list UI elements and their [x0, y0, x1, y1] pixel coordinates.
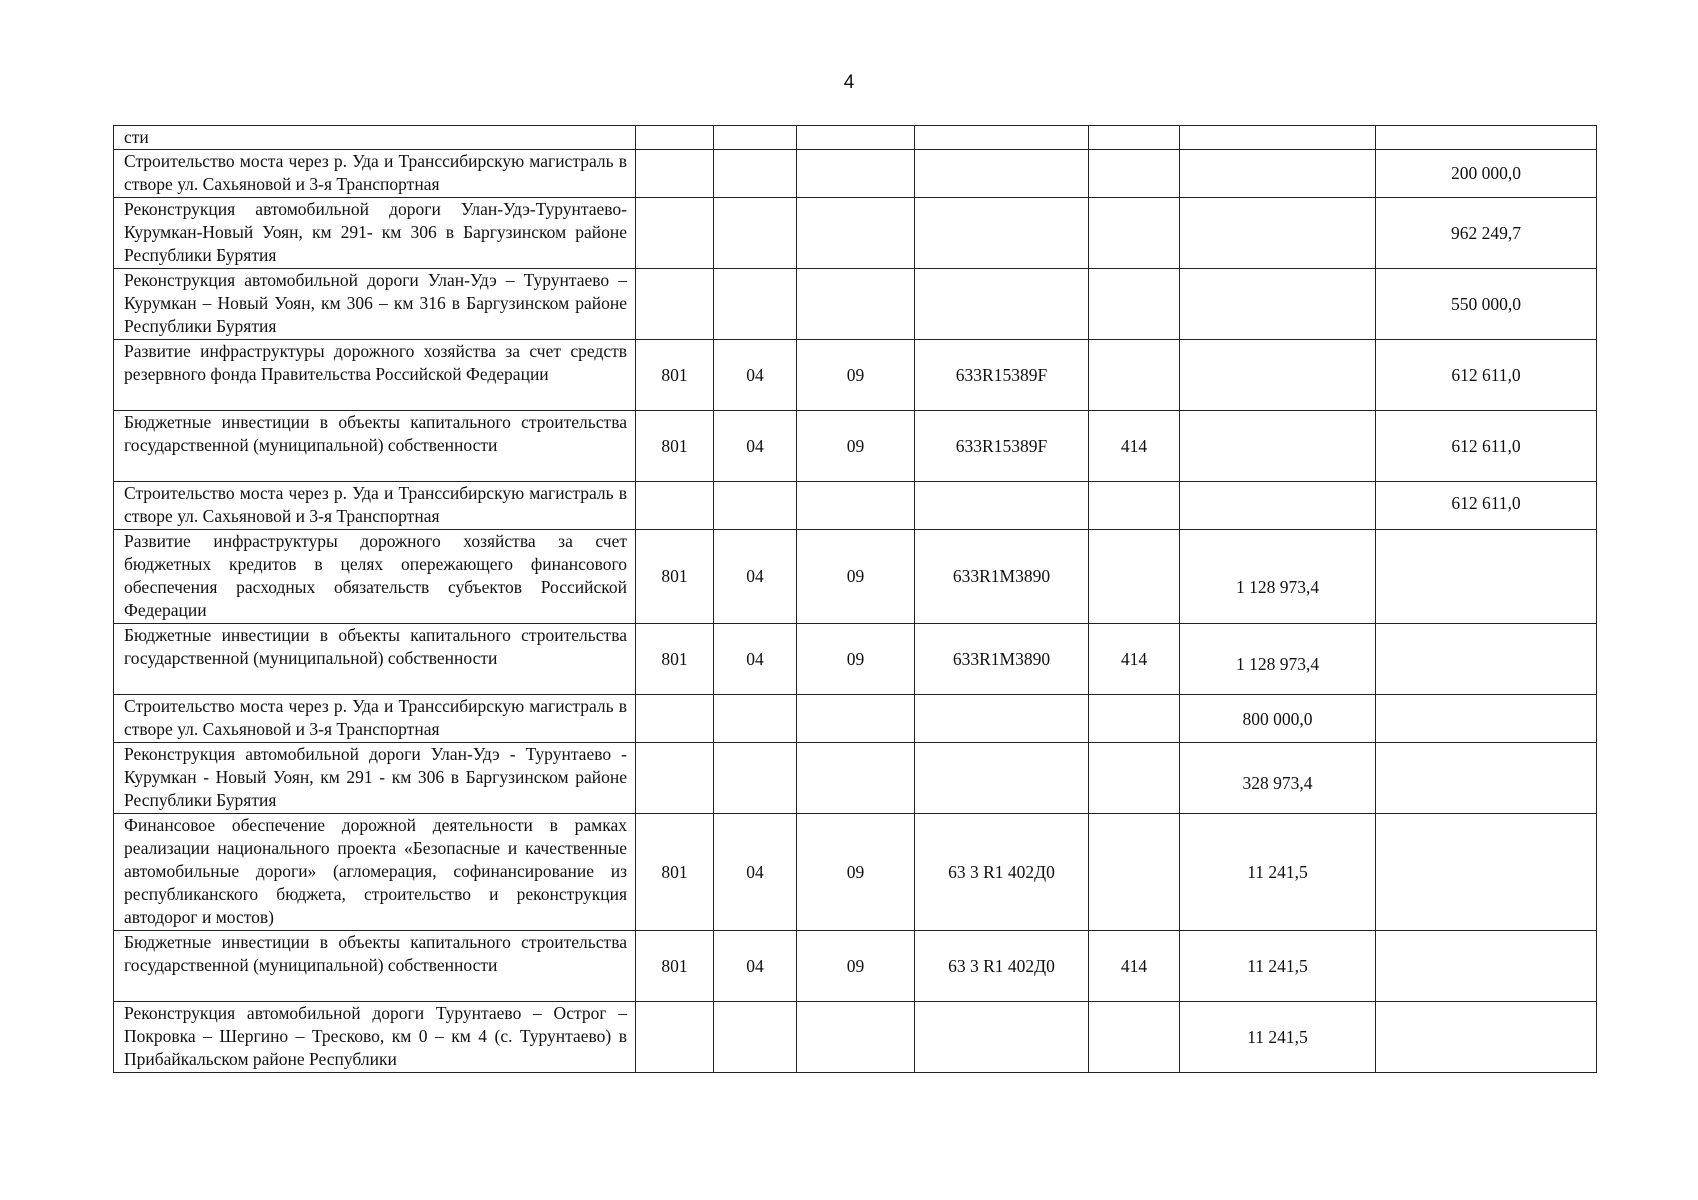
- amount-cell-b: 612 611,0: [1376, 411, 1597, 482]
- table-row: [114, 411, 1597, 482]
- ministry-code-cell: [636, 150, 714, 198]
- row-description: Реконструкция автомобильной дороги Улан-Удэ – Турунтаево – Курумкан – Новый Уоян, км 306 – км 316 в Баргузинском районе Республики Бурятия: [114, 269, 636, 340]
- row-description: Строительство моста через р. Уда и Транссибирскую магистраль в створе ул. Сахьяновой и 3-я Транспортная: [114, 150, 636, 198]
- amount-cell-b: [1376, 695, 1597, 743]
- table-row: [114, 931, 1597, 1002]
- expense-type-cell: 414: [1089, 931, 1180, 1002]
- row-description: Строительство моста через р. Уда и Транссибирскую магистраль в створе ул. Сахьяновой и 3-я Транспортная: [114, 695, 636, 743]
- target-article-cell: [915, 126, 1089, 150]
- ministry-code-cell: [636, 198, 714, 269]
- target-article-cell: 633R15389F: [915, 340, 1089, 411]
- ministry-code-cell: [636, 743, 714, 814]
- section-code-cell: [714, 482, 797, 530]
- section-code-cell: [714, 695, 797, 743]
- expense-type-cell: [1089, 695, 1180, 743]
- subsection-code-cell: [797, 482, 915, 530]
- amount-cell-a: 11 241,5: [1180, 1002, 1376, 1073]
- section-code-cell: 04: [714, 340, 797, 411]
- table-row: [114, 743, 1597, 814]
- table-row: [114, 150, 1597, 198]
- row-description: Реконструкция автомобильной дороги Улан-Удэ-Турунтаево-Курумкан-Новый Уоян, км 291- км 306 в Баргузинском районе Республики Бурятия: [114, 198, 636, 269]
- expense-type-cell: [1089, 198, 1180, 269]
- table-row: [114, 198, 1597, 269]
- subsection-code-cell: 09: [797, 530, 915, 624]
- expense-type-cell: 414: [1089, 411, 1180, 482]
- row-description: Реконструкция автомобильной дороги Улан-Удэ - Турунтаево - Курумкан - Новый Уоян, км 291 - км 306 в Баргузинском районе Республики Бурятия: [114, 743, 636, 814]
- subsection-code-cell: [797, 126, 915, 150]
- amount-cell-b: [1376, 530, 1597, 624]
- table-row: [114, 1002, 1597, 1073]
- expense-type-cell: [1089, 530, 1180, 624]
- amount-cell-b: 612 611,0: [1376, 482, 1597, 530]
- target-article-cell: 633R1M3890: [915, 530, 1089, 624]
- expense-type-cell: [1089, 340, 1180, 411]
- table-row: [114, 482, 1597, 530]
- row-description: Развитие инфраструктуры дорожного хозяйства за счет средств резервного фонда Правительства Российской Федерации: [114, 340, 636, 411]
- target-article-cell: 633R1M3890: [915, 624, 1089, 695]
- amount-cell-b: [1376, 624, 1597, 695]
- ministry-code-cell: [636, 1002, 714, 1073]
- amount-cell-b: 962 249,7: [1376, 198, 1597, 269]
- ministry-code-cell: 801: [636, 624, 714, 695]
- amount-cell-b: [1376, 126, 1597, 150]
- row-description: Реконструкция автомобильной дороги Турунтаево – Острог – Покровка – Шергино – Тресково, км 0 – км 4 (с. Турунтаево) в Прибайкальском районе Республики: [114, 1002, 636, 1073]
- ministry-code-cell: 801: [636, 340, 714, 411]
- expense-type-cell: [1089, 482, 1180, 530]
- expense-type-cell: 414: [1089, 624, 1180, 695]
- amount-cell-a: 1 128 973,4: [1180, 530, 1376, 624]
- section-code-cell: [714, 150, 797, 198]
- row-description: Развитие инфраструктуры дорожного хозяйства за счет бюджетных кредитов в целях опережающего финансового обеспечения расходных обязательств субъектов Российской Федерации: [114, 530, 636, 624]
- amount-cell-a: [1180, 340, 1376, 411]
- expense-type-cell: [1089, 126, 1180, 150]
- amount-cell-a: [1180, 411, 1376, 482]
- expense-type-cell: [1089, 743, 1180, 814]
- ministry-code-cell: 801: [636, 411, 714, 482]
- amount-cell-b: 612 611,0: [1376, 340, 1597, 411]
- target-article-cell: [915, 269, 1089, 340]
- subsection-code-cell: [797, 743, 915, 814]
- amount-cell-a: 1 128 973,4: [1180, 624, 1376, 695]
- section-code-cell: [714, 269, 797, 340]
- budget-table: [113, 125, 1597, 1073]
- table-row: [114, 624, 1597, 695]
- expense-type-cell: [1089, 150, 1180, 198]
- subsection-code-cell: [797, 269, 915, 340]
- ministry-code-cell: [636, 126, 714, 150]
- amount-cell-a: 800 000,0: [1180, 695, 1376, 743]
- subsection-code-cell: [797, 198, 915, 269]
- row-description: Строительство моста через р. Уда и Транссибирскую магистраль в створе ул. Сахьяновой и 3-я Транспортная: [114, 482, 636, 530]
- target-article-cell: [915, 1002, 1089, 1073]
- target-article-cell: [915, 695, 1089, 743]
- section-code-cell: 04: [714, 814, 797, 931]
- ministry-code-cell: 801: [636, 931, 714, 1002]
- subsection-code-cell: 09: [797, 624, 915, 695]
- amount-cell-a: 328 973,4: [1180, 743, 1376, 814]
- subsection-code-cell: [797, 150, 915, 198]
- amount-cell-b: [1376, 931, 1597, 1002]
- ministry-code-cell: 801: [636, 530, 714, 624]
- row-description: Финансовое обеспечение дорожной деятельности в рамках реализации национального проекта «Безопасные и качественные автомобильные дороги» (агломерация, софинансирование из республиканского бюджета, строительство и реконструкция автодорог и мостов): [114, 814, 636, 931]
- expense-type-cell: [1089, 269, 1180, 340]
- subsection-code-cell: 09: [797, 340, 915, 411]
- table-row: [114, 814, 1597, 931]
- section-code-cell: 04: [714, 931, 797, 1002]
- table-row: [114, 126, 1597, 150]
- amount-cell-b: [1376, 814, 1597, 931]
- amount-cell-b: 550 000,0: [1376, 269, 1597, 340]
- target-article-cell: [915, 743, 1089, 814]
- subsection-code-cell: 09: [797, 814, 915, 931]
- amount-cell-b: 200 000,0: [1376, 150, 1597, 198]
- target-article-cell: [915, 150, 1089, 198]
- row-description: Бюджетные инвестиции в объекты капитального строительства государственной (муниципальной) собственности: [114, 624, 636, 695]
- amount-cell-b: [1376, 743, 1597, 814]
- section-code-cell: [714, 1002, 797, 1073]
- subsection-code-cell: [797, 695, 915, 743]
- table-row: [114, 530, 1597, 624]
- target-article-cell: [915, 482, 1089, 530]
- row-description: Бюджетные инвестиции в объекты капитального строительства государственной (муниципальной) собственности: [114, 411, 636, 482]
- section-code-cell: 04: [714, 530, 797, 624]
- amount-cell-a: 11 241,5: [1180, 931, 1376, 1002]
- ministry-code-cell: [636, 269, 714, 340]
- row-description: сти: [114, 126, 636, 150]
- target-article-cell: 633R15389F: [915, 411, 1089, 482]
- ministry-code-cell: [636, 482, 714, 530]
- table-row: [114, 695, 1597, 743]
- expense-type-cell: [1089, 814, 1180, 931]
- table-row: [114, 340, 1597, 411]
- amount-cell-a: 11 241,5: [1180, 814, 1376, 931]
- section-code-cell: [714, 198, 797, 269]
- amount-cell-a: [1180, 150, 1376, 198]
- section-code-cell: [714, 126, 797, 150]
- target-article-cell: 63 3 R1 402Д0: [915, 931, 1089, 1002]
- expense-type-cell: [1089, 1002, 1180, 1073]
- subsection-code-cell: 09: [797, 411, 915, 482]
- section-code-cell: 04: [714, 411, 797, 482]
- amount-cell-b: [1376, 1002, 1597, 1073]
- section-code-cell: 04: [714, 624, 797, 695]
- ministry-code-cell: [636, 695, 714, 743]
- table-row: [114, 269, 1597, 340]
- ministry-code-cell: 801: [636, 814, 714, 931]
- target-article-cell: 63 3 R1 402Д0: [915, 814, 1089, 931]
- subsection-code-cell: 09: [797, 931, 915, 1002]
- amount-cell-a: [1180, 482, 1376, 530]
- section-code-cell: [714, 743, 797, 814]
- subsection-code-cell: [797, 1002, 915, 1073]
- row-description: Бюджетные инвестиции в объекты капитального строительства государственной (муниципальной) собственности: [114, 931, 636, 1002]
- page-number: 4: [843, 72, 855, 93]
- target-article-cell: [915, 198, 1089, 269]
- amount-cell-a: [1180, 269, 1376, 340]
- amount-cell-a: [1180, 126, 1376, 150]
- amount-cell-a: [1180, 198, 1376, 269]
